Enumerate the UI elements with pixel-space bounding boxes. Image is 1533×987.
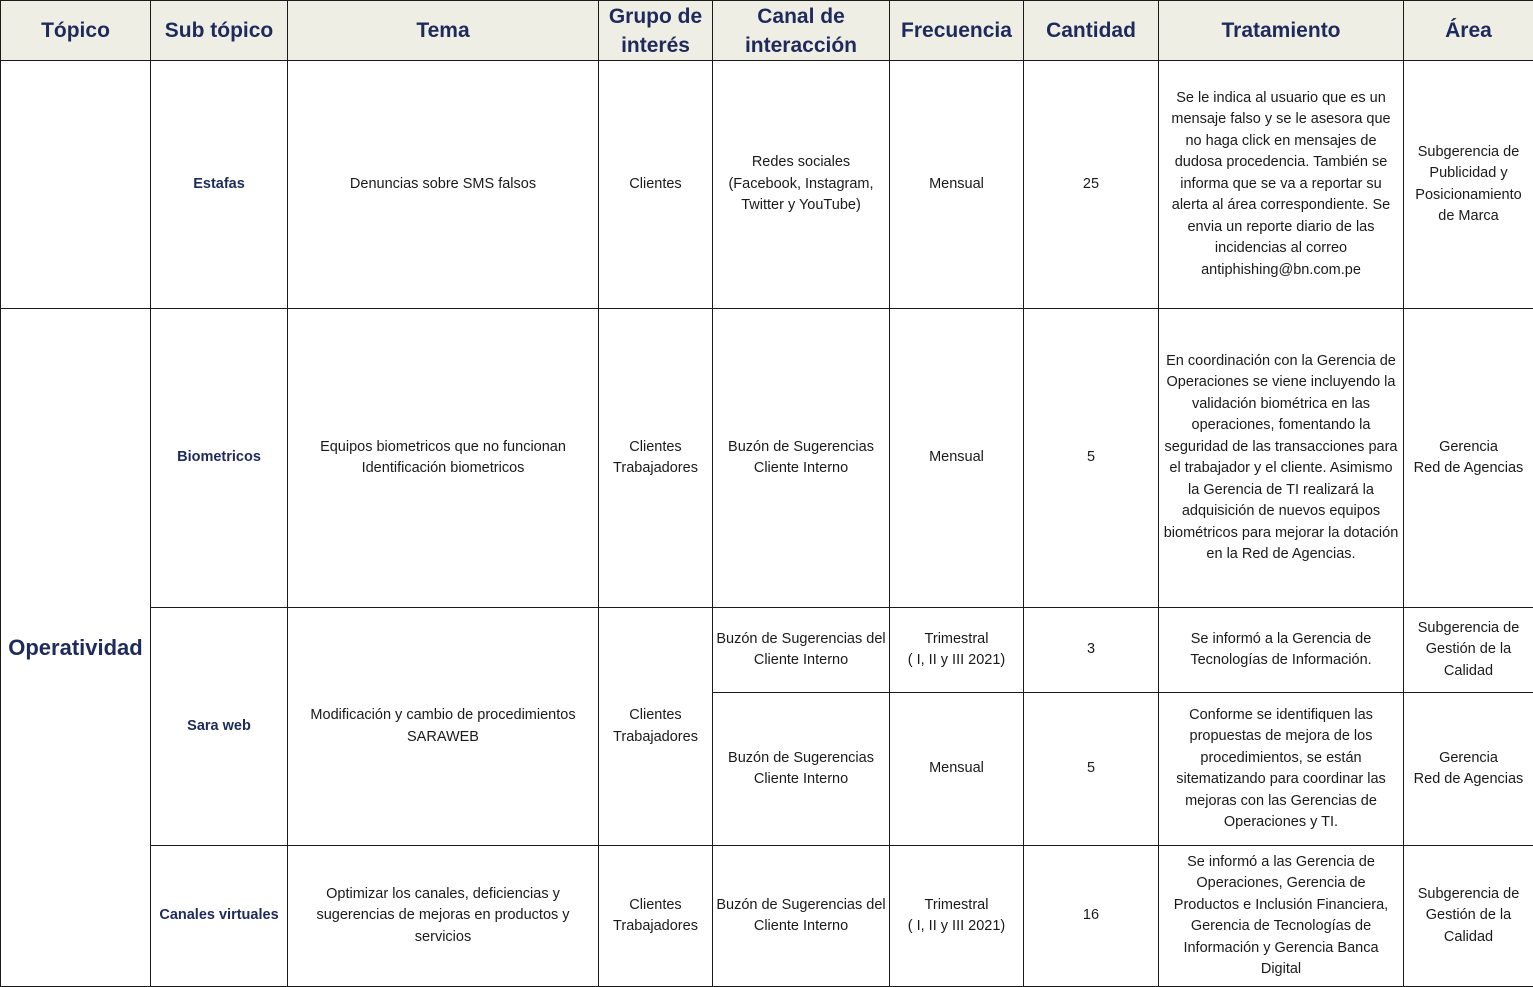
header-frecuencia: Frecuencia (890, 1, 1024, 61)
topic-cell-empty (1, 61, 151, 309)
header-cantidad: Cantidad (1024, 1, 1159, 61)
grupo-cell: Clientes Trabajadores (599, 608, 713, 846)
canal-cell: Redes sociales (Facebook, Instagram, Twitter y YouTube) (713, 61, 890, 309)
table-row (1, 608, 1533, 693)
canal-cell: Buzón de Sugerencias Cliente Interno (713, 309, 890, 608)
tratamiento-cell: Conforme se identifiquen las propuestas de mejora de los procedimientos, se están sitematizando para coordinar las mejoras con las Gerencias de Operaciones y TI. (1159, 693, 1404, 846)
frecuencia-cell: Trimestral ( I, II y III 2021) (890, 846, 1024, 987)
tema-cell: Equipos biometricos que no funcionan Identificación biometricos (288, 309, 599, 608)
subtopic-cell: Estafas (151, 61, 288, 309)
table-row (1, 61, 1533, 309)
grupo-cell: Clientes Trabajadores (599, 309, 713, 608)
subtopic-cell: Sara web (151, 608, 288, 846)
frecuencia-cell: Mensual (890, 309, 1024, 608)
tratamiento-cell: Se informó a las Gerencia de Operaciones, Gerencia de Productos e Inclusión Financiera, Gerencia de Tecnologías de Información y Gerencia Banca Digital (1159, 846, 1404, 987)
header-tema: Tema (288, 1, 599, 61)
tema-cell: Optimizar los canales, deficiencias y sugerencias de mejoras en productos y servicios (288, 846, 599, 987)
tratamiento-cell: Se informó a la Gerencia de Tecnologías de Información. (1159, 608, 1404, 693)
area-cell: Subgerencia de Gestión de la Calidad (1404, 608, 1533, 693)
cantidad-cell: 25 (1024, 61, 1159, 309)
tema-cell: Modificación y cambio de procedimientos SARAWEB (288, 608, 599, 846)
tema-cell: Denuncias sobre SMS falsos (288, 61, 599, 309)
grupo-cell: Clientes (599, 61, 713, 309)
header-grupo: Grupo de interés (599, 1, 713, 61)
table-row (1, 846, 1533, 987)
canal-cell: Buzón de Sugerencias Cliente Interno (713, 693, 890, 846)
header-row (1, 1, 1533, 61)
cantidad-cell: 5 (1024, 693, 1159, 846)
tratamiento-cell: En coordinación con la Gerencia de Operaciones se viene incluyendo la validación biométrica en las operaciones, fomentando la seguridad de las transacciones para el trabajador y el cliente. Asimismo la Gerencia de TI realizará la adquisición de nuevos equipos biométricos para mejorar la dotación en la Red de Agencias. (1159, 309, 1404, 608)
subtopic-cell: Canales virtuales (151, 846, 288, 987)
tratamiento-cell: Se le indica al usuario que es un mensaje falso y se le asesora que no haga click en mensajes de dudosa procedencia. También se informa que se va a reportar su alerta al área correspondiente. Se envia un reporte diario de las incidencias al correo antiphishing@bn.com.pe (1159, 61, 1404, 309)
header-tratamiento: Tratamiento (1159, 1, 1404, 61)
frecuencia-cell: Trimestral ( I, II y III 2021) (890, 608, 1024, 693)
canal-cell: Buzón de Sugerencias del Cliente Interno (713, 846, 890, 987)
frecuencia-cell: Mensual (890, 693, 1024, 846)
cantidad-cell: 3 (1024, 608, 1159, 693)
canal-cell: Buzón de Sugerencias del Cliente Interno (713, 608, 890, 693)
header-canal: Canal de interacción (713, 1, 890, 61)
cantidad-cell: 5 (1024, 309, 1159, 608)
area-cell: Gerencia Red de Agencias (1404, 693, 1533, 846)
area-cell: Subgerencia de Gestión de la Calidad (1404, 846, 1533, 987)
subtopic-cell: Biometricos (151, 309, 288, 608)
frecuencia-cell: Mensual (890, 61, 1024, 309)
table-row (1, 309, 1533, 608)
topic-cell: Operatividad (1, 309, 151, 987)
header-topico: Tópico (1, 1, 151, 61)
grupo-cell: Clientes Trabajadores (599, 846, 713, 987)
header-area: Área (1404, 1, 1533, 61)
cantidad-cell: 16 (1024, 846, 1159, 987)
area-cell: Gerencia Red de Agencias (1404, 309, 1533, 608)
area-cell: Subgerencia de Publicidad y Posicionamiento de Marca (1404, 61, 1533, 309)
header-subtopico: Sub tópico (151, 1, 288, 61)
